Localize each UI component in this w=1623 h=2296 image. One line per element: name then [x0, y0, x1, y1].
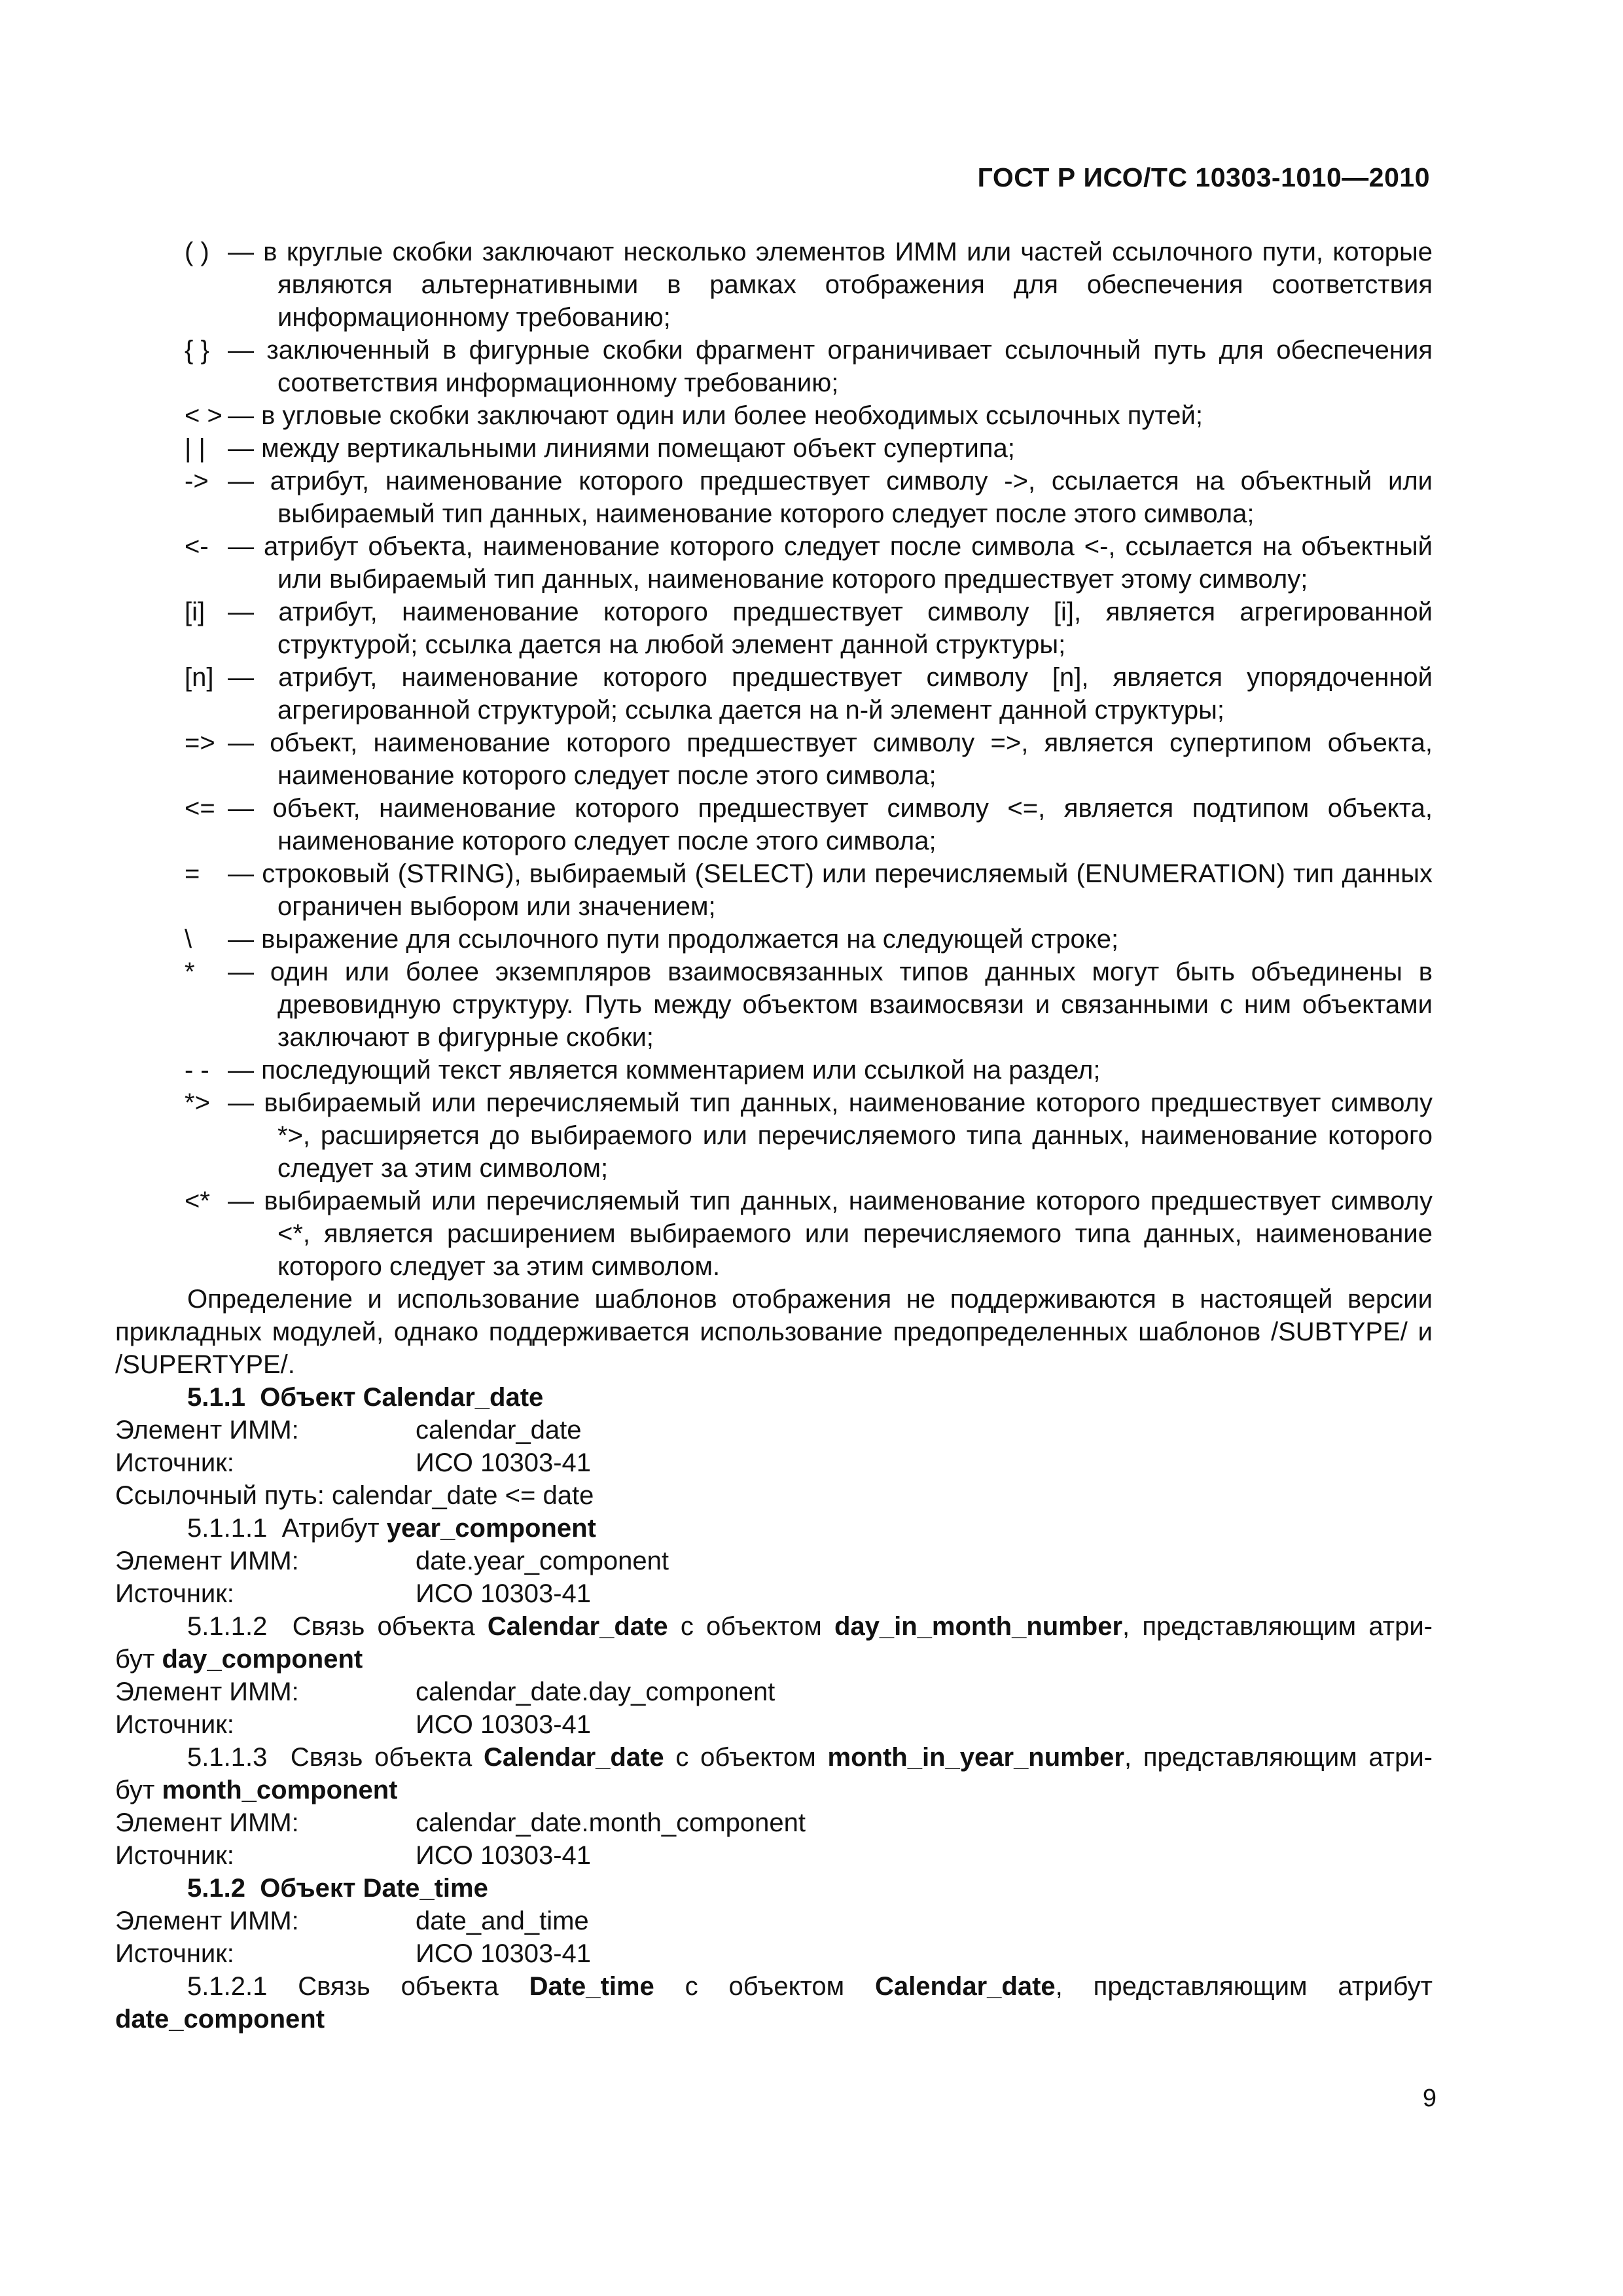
reference-path-label: Ссылочный путь: — [115, 1481, 325, 1510]
element-label: Элемент ИММ: — [115, 1547, 299, 1575]
definition-text: — атрибут, наименование которого предшествует символу [i], является агрегированной структурой; ссылка дается на любой элемент данной структуры; — [228, 598, 1433, 659]
definition-text: — заключенный в фигурные скобки фрагмент ограничивает ссылочный путь для обеспечения соответствия информационному требованию; — [228, 336, 1433, 397]
attribute-name: year_component — [386, 1514, 596, 1543]
definition-symbol: \ — [185, 925, 192, 954]
heading-text: с объектом — [680, 1612, 822, 1641]
heading-text: Связь объекта — [290, 1743, 473, 1772]
element-value: date_and_time — [416, 1907, 589, 1935]
source-label: Источник: — [115, 1841, 234, 1870]
definition-item — [185, 923, 1433, 956]
section-heading-continuation — [115, 1643, 1433, 1676]
section-heading-5-1-1-3 — [115, 1741, 1433, 1774]
entity-name: Calendar_date — [487, 1612, 668, 1641]
heading-text: , представляющим атри- — [1122, 1612, 1433, 1641]
definition-symbol: * — [185, 958, 195, 986]
definition-symbol: | | — [185, 434, 205, 463]
section-heading-5-1-1-2 — [115, 1610, 1433, 1643]
definition-symbol: [i] — [185, 598, 205, 626]
page-number: 9 — [1422, 2085, 1436, 2112]
source-row — [115, 1446, 1433, 1479]
definition-text: — выражение для ссылочного пути продолжается на следующей строке; — [228, 925, 1119, 954]
definition-symbol: < > — [185, 401, 223, 430]
heading-text: , — [1055, 1972, 1063, 2001]
definition-item — [185, 956, 1433, 1054]
definition-text: — объект, наименование которого предшествует символу =>, является супертипом объекта, наименование которого следует после этого символа; — [228, 728, 1433, 790]
definition-text: — между вертикальными линиями помещают объект супертипа; — [228, 434, 1015, 463]
source-label: Источник: — [115, 1579, 234, 1608]
note-paragraph: Определение и использование шаблонов отображения не поддерживаются в настоящей версии прикладных модулей, однако поддерживается использование предопределенных шаблонов /SUBTYPE/ и /SUPERTYPE/. — [115, 1285, 1433, 1379]
element-value: date.year_component — [416, 1547, 669, 1575]
source-value: ИСО 10303-41 — [416, 1579, 592, 1608]
definition-symbol: = — [185, 859, 200, 888]
definition-item — [185, 334, 1433, 399]
reference-path-row — [115, 1479, 1433, 1512]
definition-symbol: <= — [185, 794, 215, 823]
entity-name: day_in_month_number — [834, 1612, 1123, 1641]
definition-symbol: -> — [185, 467, 209, 495]
definition-item — [185, 530, 1433, 596]
heading-text: бут — [115, 1645, 155, 1674]
definition-symbol: - - — [185, 1056, 209, 1085]
section-prefix: Атрибут — [281, 1514, 380, 1543]
source-label: Источник: — [115, 1448, 234, 1477]
element-label: Элемент ИММ: — [115, 1416, 299, 1444]
entity-name: Date_time — [529, 1972, 654, 2001]
definition-text: — атрибут, наименование которого предшествует символу ->, ссылается на объектный или выбираемый тип данных, наименование которого следует после этого символа; — [228, 467, 1433, 528]
definition-symbol: [n] — [185, 663, 214, 692]
definition-symbol: <- — [185, 532, 209, 561]
element-row — [115, 1545, 1433, 1577]
heading-text: с — [685, 1972, 698, 2001]
element-row — [115, 1676, 1433, 1708]
definition-text: — выбираемый или перечисляемый тип данных, наименование которого предшествует символу <*, является расширением выбираемого или перечисляемого типа данных, наименование которого следует за этим символом. — [228, 1187, 1433, 1281]
definition-text: — один или более экземпляров взаимосвязанных типов данных могут быть объединены в древовидную структуру. Путь между объектом взаимосвязи и связанными с ним объектами заключают в фигурные скобки; — [228, 958, 1433, 1052]
heading-text: Связь объекта — [292, 1612, 475, 1641]
definition-symbol: <* — [185, 1187, 210, 1215]
section-heading-5-1-1 — [115, 1381, 1433, 1414]
definition-item — [185, 465, 1433, 530]
source-row — [115, 1577, 1433, 1610]
section-number: 5.1.1.1 — [187, 1514, 268, 1543]
source-value: ИСО 10303-41 — [416, 1448, 592, 1477]
definition-item — [185, 1086, 1433, 1185]
element-value: calendar_date.month_component — [416, 1808, 806, 1837]
section-number: 5.1.1 — [187, 1383, 245, 1412]
definition-item — [185, 661, 1433, 726]
element-row — [115, 1905, 1433, 1937]
definition-item — [185, 792, 1433, 857]
definition-symbol: ( ) — [185, 238, 209, 266]
definition-text: — объект, наименование которого предшествует символу <=, является подтипом объекта, наименование которого следует после этого символа; — [228, 794, 1433, 855]
notation-definitions — [185, 236, 1433, 1283]
section-heading-5-1-1-1 — [115, 1512, 1433, 1545]
attribute-name: month_component — [162, 1776, 398, 1804]
source-value: ИСО 10303-41 — [416, 1841, 592, 1870]
page-content — [115, 236, 1433, 2036]
heading-text: Связь — [298, 1972, 370, 2001]
section-number: 5.1.1.2 — [187, 1612, 268, 1641]
source-row — [115, 1937, 1433, 1970]
entity-name: month_in_year_number — [827, 1743, 1124, 1772]
source-value: ИСО 10303-41 — [416, 1710, 592, 1739]
definition-text: — в круглые скобки заключают несколько элементов ИММ или частей ссылочного пути, которые являются альтернативными в рамках отображения для обеспечения соответствия информационному требованию; — [228, 238, 1433, 332]
section-number: 5.1.2.1 — [187, 1972, 268, 2001]
heading-text: с объектом — [675, 1743, 816, 1772]
section-heading-5-1-2-1 — [115, 1970, 1433, 2003]
definition-text: — последующий текст является комментарием или ссылкой на раздел; — [228, 1056, 1101, 1085]
section-number: 5.1.2 — [187, 1874, 245, 1903]
definition-text: — выбираемый или перечисляемый тип данных, наименование которого предшествует символу *>, расширяется до выбираемого или перечисляемого типа данных, наименование которого следует за этим символом; — [228, 1088, 1433, 1183]
heading-text: объекта — [401, 1972, 499, 2001]
definition-item — [185, 399, 1433, 432]
entity-name: Calendar_date — [483, 1743, 664, 1772]
definition-text: — атрибут объекта, наименование которого следует после символа <-, ссылается на объектный или выбираемый тип данных, наименование которого предшествует этому символу; — [228, 532, 1433, 594]
element-row — [115, 1806, 1433, 1839]
attribute-name: day_component — [162, 1645, 363, 1674]
definition-item — [185, 596, 1433, 661]
section-title: Объект Date_time — [260, 1874, 488, 1903]
element-value: calendar_date — [416, 1416, 582, 1444]
entity-name: Calendar_date — [875, 1972, 1056, 2001]
definition-text: — в угловые скобки заключают один или более необходимых ссылочных путей; — [228, 401, 1203, 430]
source-label: Источник: — [115, 1939, 234, 1968]
heading-text: , представляющим атри- — [1124, 1743, 1433, 1772]
element-value: calendar_date.day_component — [416, 1677, 776, 1706]
definition-item — [185, 1185, 1433, 1283]
section-heading-5-1-2 — [115, 1872, 1433, 1905]
source-row — [115, 1839, 1433, 1872]
definition-symbol: { } — [185, 336, 209, 365]
reference-path-value: calendar_date <= date — [332, 1481, 594, 1510]
definition-item — [185, 432, 1433, 465]
element-row — [115, 1414, 1433, 1446]
heading-text: атрибут — [1338, 1972, 1433, 2001]
definition-symbol: => — [185, 728, 215, 757]
section-heading-continuation — [115, 1774, 1433, 1806]
section-title: Объект Calendar_date — [260, 1383, 544, 1412]
heading-text: бут — [115, 1776, 155, 1804]
element-label: Элемент ИММ: — [115, 1808, 299, 1837]
source-row — [115, 1708, 1433, 1741]
section-number: 5.1.1.3 — [187, 1743, 268, 1772]
source-value: ИСО 10303-41 — [416, 1939, 592, 1968]
heading-text: представляющим — [1093, 1972, 1308, 2001]
definition-text: — атрибут, наименование которого предшествует символу [n], является упорядоченной агрегированной структурой; ссылка дается на n-й элемент данной структуры; — [228, 663, 1433, 725]
definition-text: — строковый (STRING), выбираемый (SELECT) или перечисляемый (ENUMERATION) тип данных ограничен выбором или значением; — [228, 859, 1433, 921]
element-label: Элемент ИММ: — [115, 1677, 299, 1706]
section-heading-continuation: date_component — [115, 2005, 325, 2034]
definition-item — [185, 726, 1433, 792]
definition-item — [185, 857, 1433, 923]
definition-item — [185, 236, 1433, 334]
heading-text: объектом — [728, 1972, 845, 2001]
definition-item — [185, 1054, 1433, 1086]
element-label: Элемент ИММ: — [115, 1907, 299, 1935]
document-header: ГОСТ Р ИСО/ТС 10303-1010—2010 — [977, 162, 1430, 192]
definition-symbol: *> — [185, 1088, 210, 1117]
source-label: Источник: — [115, 1710, 234, 1739]
